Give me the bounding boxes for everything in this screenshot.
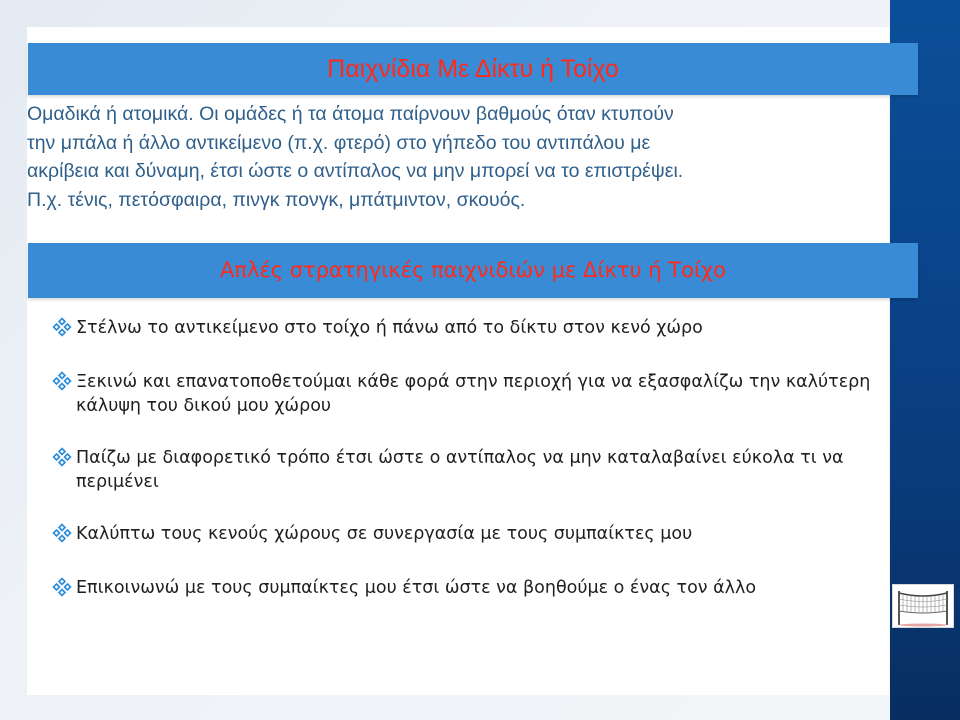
- intro-line: την μπάλα ή άλλο αντικείμενο (π.χ. φτερό) στο γήπεδο του αντιπάλου με: [27, 131, 651, 154]
- diamond-bullet-icon: [52, 447, 72, 467]
- bullet-text: Επικοινωνώ με τους συμπαίκτες μου έτσι ώστε να βοηθούμε ο ένας τον άλλο: [76, 578, 757, 598]
- net-icon: [893, 585, 953, 627]
- diamond-bullet-icon: [52, 577, 72, 597]
- bullet-text: Στέλνω το αντικείμενο στο τοίχο ή πάνω από το δίκτυ στον κενό χώρο: [76, 318, 703, 338]
- intro-line: Ομαδικά ή ατομικά. Οι ομάδες ή τα άτομα παίρνουν βαθμούς όταν κτυπούν: [27, 103, 674, 125]
- list-item: [52, 316, 882, 340]
- intro-text: [27, 100, 877, 214]
- bullet-list: [52, 316, 882, 630]
- slide-title: Παιχνίδια Με Δίκτυ ή Τοίχο: [327, 55, 619, 83]
- list-item: [52, 576, 882, 600]
- list-item: [52, 370, 882, 418]
- intro-line: Π.χ. τένις, πετόσφαιρα, πινγκ πονγκ, μπάτμιντον, σκουός.: [27, 188, 526, 211]
- bullet-text: Καλύπτω τους κενούς χώρους σε συνεργασία με τους συμπαίκτες μου: [76, 524, 693, 544]
- bullet-text: Παίζω με διαφορετικό τρόπο έτσι ώστε ο αντίπαλος να μην καταλαβαίνει εύκολα τι να περιμένει: [76, 448, 844, 492]
- title-bar: [28, 43, 918, 95]
- diamond-bullet-icon: [52, 317, 72, 337]
- net-image: [892, 584, 954, 628]
- list-item: [52, 522, 882, 546]
- slide-subtitle: Απλές στρατηγικές παιχνιδιών με Δίκτυ ή Τοίχο: [219, 258, 727, 282]
- list-item: [52, 446, 882, 494]
- bullet-text: Ξεκινώ και επανατοποθετούμαι κάθε φορά στην περιοχή για να εξασφαλίζω την καλύτερη κάλυψη του δικού μου χώρου: [76, 372, 871, 416]
- diamond-bullet-icon: [52, 523, 72, 543]
- intro-line: ακρίβεια και δύναμη, έτσι ώστε ο αντίπαλος να μην μπορεί να το επιστρέψει.: [27, 160, 684, 182]
- diamond-bullet-icon: [52, 371, 72, 391]
- subtitle-bar: [28, 243, 918, 298]
